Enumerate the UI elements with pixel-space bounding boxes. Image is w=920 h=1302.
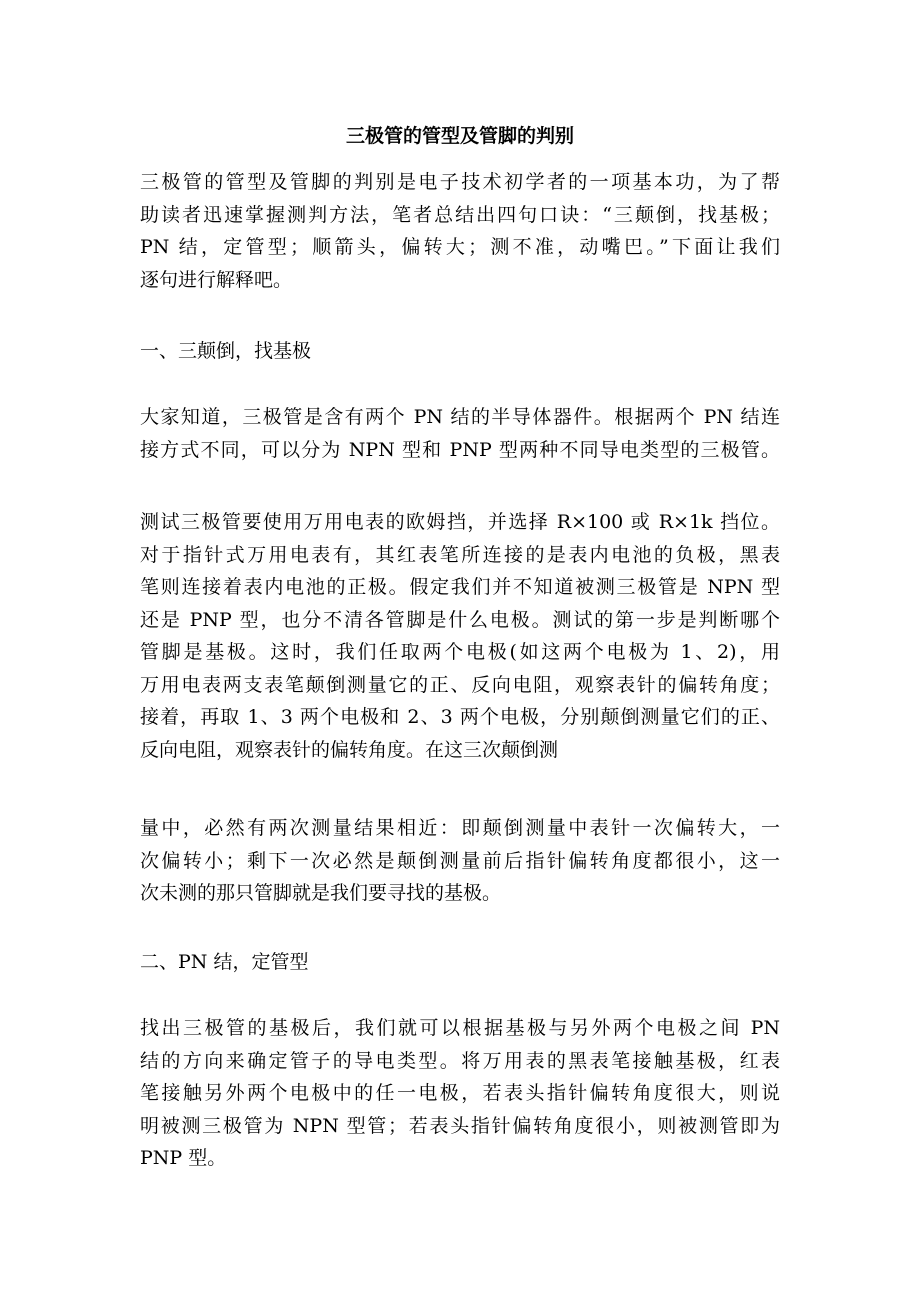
text-line: PN 结，定管型；顺箭头，偏转大；测不准，动嘴巴。”下面让我们 bbox=[140, 236, 780, 258]
text-line: 助读者迅速掌握测判方法，笔者总结出四句口诀：“三颠倒，找基极； bbox=[140, 203, 780, 226]
text-line: 次偏转小；剩下一次必然是颠倒测量前后指针偏转角度都很小，这一 bbox=[140, 849, 780, 872]
text-line: 测试三极管要使用万用电表的欧姆挡，并选择 R×100 或 R×1k 挡位。 bbox=[140, 511, 780, 533]
section-1-heading: 一、三颠倒，找基极 bbox=[140, 340, 312, 362]
text-line: 接方式不同，可以分为 NPN 型和 PNP 型两种不同导电类型的三极管。 bbox=[140, 438, 780, 461]
section-2-paragraph-1 bbox=[140, 1012, 780, 1175]
section-2-heading: 二、PN 结，定管型 bbox=[140, 951, 309, 973]
text-line: 万用电表两支表笔颠倒测量它的正、反向电阻，观察表针的偏转角度； bbox=[140, 673, 780, 696]
section-1-paragraph-2 bbox=[140, 506, 780, 766]
document-title: 三极管的管型及管脚的判别 bbox=[345, 125, 574, 147]
section-1-paragraph-3 bbox=[140, 812, 780, 910]
text-line: 量中，必然有两次测量结果相近：即颠倒测量中表针一次偏转大，一 bbox=[140, 817, 780, 839]
text-line: 明被测三极管为 NPN 型管；若表头指针偏转角度很小，则被测管即为 bbox=[140, 1114, 780, 1137]
text-line: 管脚是基极。这时，我们任取两个电极(如这两个电极为 1、2)，用 bbox=[140, 641, 780, 663]
text-line: 笔则连接着表内电池的正极。假定我们并不知道被测三极管是 NPN 型 bbox=[140, 576, 780, 598]
text-line: 结的方向来确定管子的导电类型。将万用表的黑表笔接触基极，红表 bbox=[140, 1049, 780, 1072]
text-line: 大家知道，三极管是含有两个 PN 结的半导体器件。根据两个 PN 结连 bbox=[140, 406, 780, 428]
text-line: 三极管的管型及管脚的判别是电子技术初学者的一项基本功，为了帮 bbox=[140, 171, 780, 193]
text-line: 找出三极管的基极后，我们就可以根据基极与另外两个电极之间 PN bbox=[140, 1017, 780, 1039]
text-line: 接着，再取 1、3 两个电极和 2、3 两个电极，分别颠倒测量它们的正、 bbox=[140, 706, 780, 728]
text-line: 还是 PNP 型，也分不清各管脚是什么电极。测试的第一步是判断哪个 bbox=[140, 608, 780, 631]
text-line: 次未测的那只管脚就是我们要寻找的基极。 bbox=[140, 882, 502, 904]
intro-paragraph bbox=[140, 166, 780, 296]
text-line: 反向电阻，观察表针的偏转角度。在这三次颠倒测 bbox=[140, 738, 559, 761]
text-line: 笔接触另外两个电极中的任一电极，若表头指针偏转角度很大，则说 bbox=[140, 1082, 780, 1104]
text-line: 对于指针式万用电表有，其红表笔所连接的是表内电池的负极，黑表 bbox=[140, 543, 780, 566]
text-line: 逐句进行解释吧。 bbox=[140, 268, 293, 291]
text-line: PNP 型。 bbox=[140, 1147, 227, 1169]
section-1-paragraph-1 bbox=[140, 401, 780, 466]
